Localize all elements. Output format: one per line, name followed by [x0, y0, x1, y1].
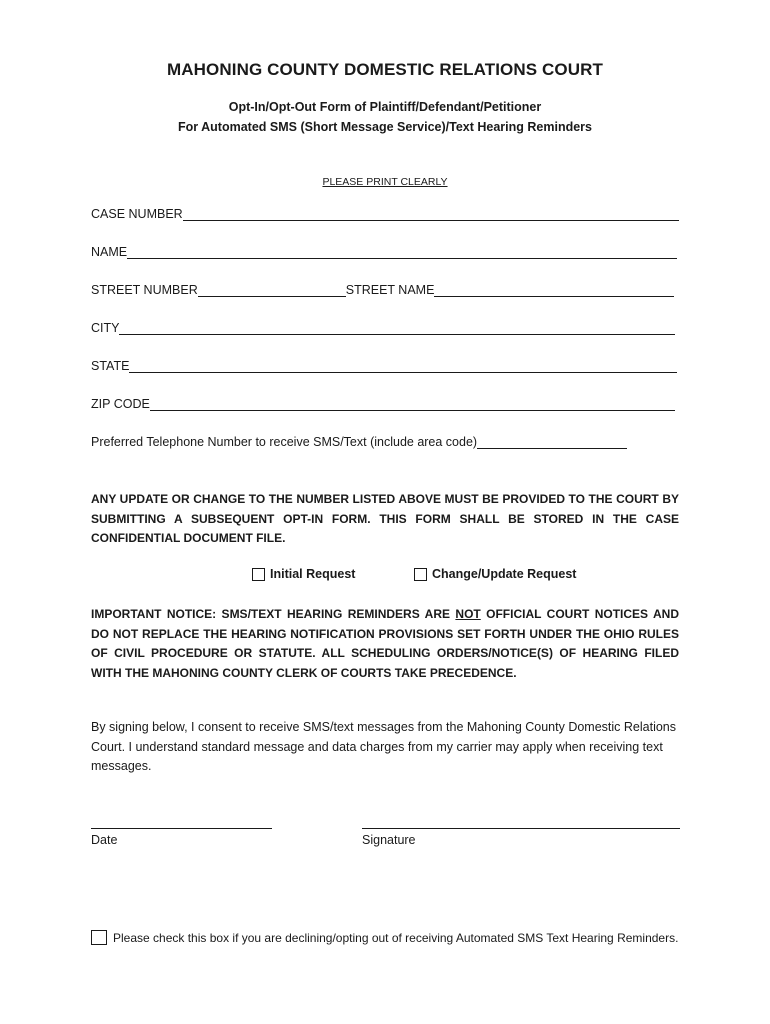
form-subtitle-line1: Opt-In/Opt-Out Form of Plaintiff/Defendant/Petitioner [228, 100, 542, 114]
city-field[interactable] [119, 322, 675, 335]
consent-text: By signing below, I consent to receive SMS/text messages from the Mahoning County Domestic Relations Court. I understand standard message and data charges from my carrier may apply when receiving text messages. [91, 720, 677, 773]
city-label: CITY [91, 321, 120, 335]
name-row [91, 245, 677, 259]
phone-row [91, 435, 627, 449]
case-number-row [91, 207, 679, 221]
initial-request-checkbox[interactable] [252, 568, 265, 581]
city-row [91, 321, 675, 335]
name-field[interactable] [127, 246, 677, 259]
signature-label: Signature [362, 833, 416, 847]
opt-out-checkbox[interactable] [91, 930, 107, 945]
date-label: Date [91, 833, 118, 847]
state-label: STATE [91, 359, 130, 373]
update-notice: ANY UPDATE OR CHANGE TO THE NUMBER LISTED ABOVE MUST BE PROVIDED TO THE COURT BY SUBMITTING A SUBSEQUENT OPT-IN FORM. THIS FORM SHALL BE STORED IN THE CASE CONFIDENTIAL DOCUMENT FILE. [91, 492, 679, 545]
date-line[interactable] [91, 828, 272, 829]
zip-row [91, 397, 675, 411]
print-clearly-note: PLEASE PRINT CLEARLY [322, 176, 448, 188]
street-name-field[interactable] [434, 284, 674, 297]
initial-request-label: Initial Request [270, 567, 356, 581]
important-notice-emphasis: NOT [455, 607, 481, 621]
street-name-label: STREET NAME [345, 283, 435, 297]
case-number-field[interactable] [183, 208, 679, 221]
state-field[interactable] [129, 360, 677, 373]
change-request-checkbox[interactable] [414, 568, 427, 581]
street-number-field[interactable] [198, 284, 346, 297]
street-number-label: STREET NUMBER [91, 283, 198, 297]
change-request-label: Change/Update Request [432, 567, 577, 581]
phone-label: Preferred Telephone Number to receive SMS/Text (include area code) [91, 435, 478, 449]
state-row [91, 359, 677, 373]
form-subtitle-line2: For Automated SMS (Short Message Service)/Text Hearing Reminders [178, 120, 592, 134]
important-notice [91, 605, 679, 683]
important-notice-after: OFFICIAL COURT NOTICES AND DO NOT REPLACE THE HEARING NOTIFICATION PROVISIONS SET FORTH UNDER THE OHIO RULES OF CIVIL PROCEDURE OR STATUTE. ALL SCHEDULING ORDERS/NOTICE(S) OF HEARING FILED WITH THE MAHONING COUNTY CLERK OF COURTS TAKE PRECEDENCE. [91, 607, 680, 680]
opt-out-row [91, 930, 679, 947]
signature-line[interactable] [362, 828, 680, 829]
zip-code-field[interactable] [150, 398, 675, 411]
important-notice-before: IMPORTANT NOTICE: SMS/TEXT HEARING REMINDERS ARE [91, 607, 456, 621]
phone-field[interactable] [477, 436, 627, 449]
initial-request-option[interactable] [252, 567, 355, 581]
street-row [91, 283, 674, 297]
case-number-label: CASE NUMBER [91, 207, 183, 221]
name-label: NAME [91, 245, 128, 259]
zip-code-label: ZIP CODE [91, 397, 150, 411]
opt-out-label: Please check this box if you are declining/opting out of receiving Automated SMS Text Hearing Reminders. [113, 931, 679, 945]
change-request-option[interactable] [414, 567, 576, 581]
form-title: MAHONING COUNTY DOMESTIC RELATIONS COURT [167, 60, 603, 79]
